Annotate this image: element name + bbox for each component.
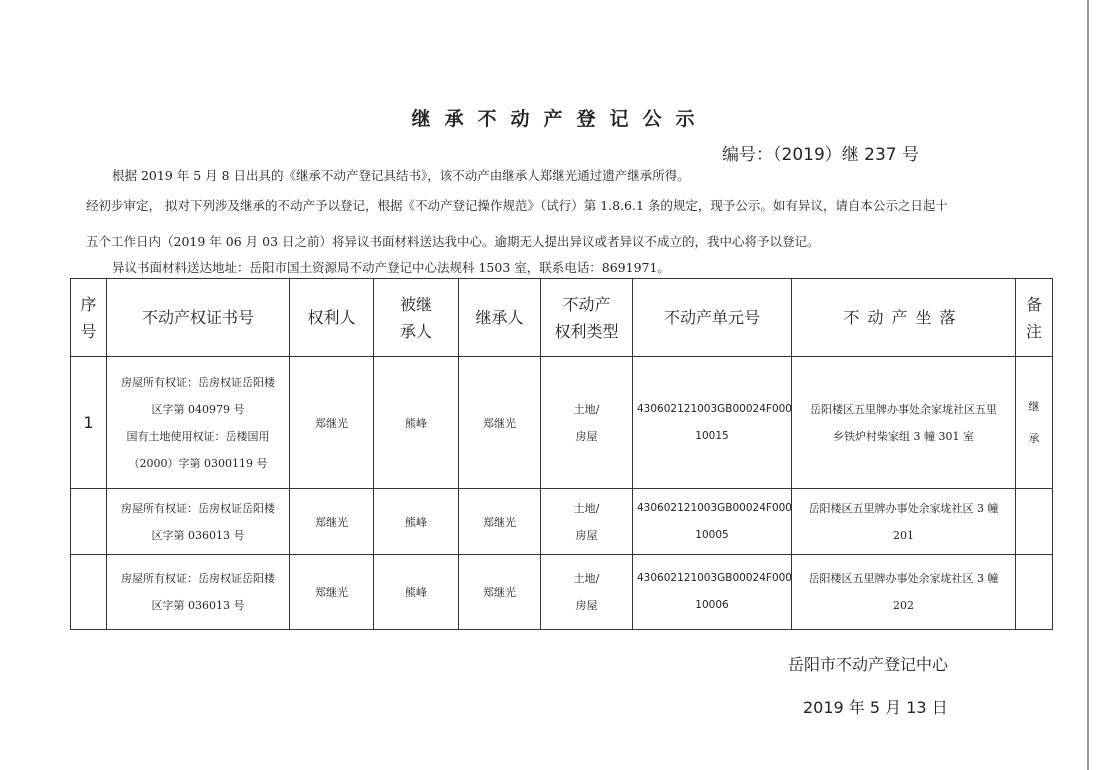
cell-decedent: 熊峰 xyxy=(374,489,459,555)
signature-date: 2019 年 5 月 13 日 xyxy=(803,698,948,717)
header-heir: 继承人 xyxy=(459,279,541,357)
cell-right-type: 土地/ 房屋 xyxy=(541,357,633,489)
paragraph-deadline: 五个工作日内（2019 年 06 月 03 日之前）将异议书面材料送达我中心。逾期无人提出异议或者异议不成立的，我中心将予以登记。 xyxy=(86,234,820,249)
cell-note xyxy=(1016,489,1053,555)
cell-cert: 房屋所有权证：岳房权证岳阳楼 区字第 036013 号 xyxy=(107,555,290,630)
header-location: 不动产坐落 xyxy=(792,279,1016,357)
cell-unit: 430602121003GB00024F000 10015 xyxy=(633,357,792,489)
cell-seq xyxy=(71,555,107,630)
cell-location: 岳阳楼区五里牌办事处余家垅社区 3 幢 202 xyxy=(792,555,1016,630)
cell-heir: 郑继光 xyxy=(459,555,541,630)
cell-seq: 1 xyxy=(71,357,107,489)
header-cert: 不动产权证书号 xyxy=(107,279,290,357)
table-row xyxy=(71,357,1053,489)
cell-unit: 430602121003GB00024F000 10006 xyxy=(633,555,792,630)
header-note: 备 注 xyxy=(1016,279,1053,357)
cell-seq xyxy=(71,489,107,555)
header-owner: 权利人 xyxy=(290,279,374,357)
cell-note xyxy=(1016,555,1053,630)
paragraph-review: 经初步审定， 拟对下列涉及继承的不动产予以登记，根据《不动产登记操作规范》（试行）第 1.8.6.1 条的规定，现予公示。如有异议，请自本公示之日起十 xyxy=(86,198,948,213)
paragraph-basis: 根据 2019 年 5 月 8 日出具的《继承不动产登记具结书》，该不动产由继承人郑继光通过遗产继承所得。 xyxy=(112,168,690,183)
cell-owner: 郑继光 xyxy=(290,489,374,555)
cell-location: 岳阳楼区五里牌办事处余家垅社区 3 幢 201 xyxy=(792,489,1016,555)
cell-heir: 郑继光 xyxy=(459,489,541,555)
cell-right-type: 土地/ 房屋 xyxy=(541,555,633,630)
document-title: 继承不动产登记公示 xyxy=(411,108,709,130)
cell-decedent: 熊峰 xyxy=(374,357,459,489)
scan-edge-line xyxy=(1087,0,1089,770)
registration-table xyxy=(70,278,1053,630)
cell-location: 岳阳楼区五里牌办事处余家垅社区五里 乡铁炉村柴家组 3 幢 301 室 xyxy=(792,357,1016,489)
cell-cert: 房屋所有权证：岳房权证岳阳楼 区字第 040979 号 国有土地使用权证：岳楼国用 （2000）字第 0300119 号 xyxy=(107,357,290,489)
table-row xyxy=(71,489,1053,555)
cell-unit: 430602121003GB00024F000 10005 xyxy=(633,489,792,555)
cell-right-type: 土地/ 房屋 xyxy=(541,489,633,555)
document-number: 编号：（2019）继 237 号 xyxy=(722,145,920,165)
cell-cert: 房屋所有权证：岳房权证岳阳楼 区字第 036013 号 xyxy=(107,489,290,555)
paragraph-address: 异议书面材料送达地址：岳阳市国土资源局不动产登记中心法规科 1503 室，联系电话：8691971。 xyxy=(112,260,670,275)
cell-heir: 郑继光 xyxy=(459,357,541,489)
cell-owner: 郑继光 xyxy=(290,357,374,489)
cell-note: 继 承 xyxy=(1016,357,1053,489)
table-row xyxy=(71,555,1053,630)
header-decedent: 被继 承人 xyxy=(374,279,459,357)
signature-organization: 岳阳市不动产登记中心 xyxy=(788,655,949,674)
header-right-type: 不动产 权利类型 xyxy=(541,279,633,357)
header-seq: 序 号 xyxy=(71,279,107,357)
table-header-row xyxy=(71,279,1053,357)
cell-decedent: 熊峰 xyxy=(374,555,459,630)
cell-owner: 郑继光 xyxy=(290,555,374,630)
header-unit: 不动产单元号 xyxy=(633,279,792,357)
